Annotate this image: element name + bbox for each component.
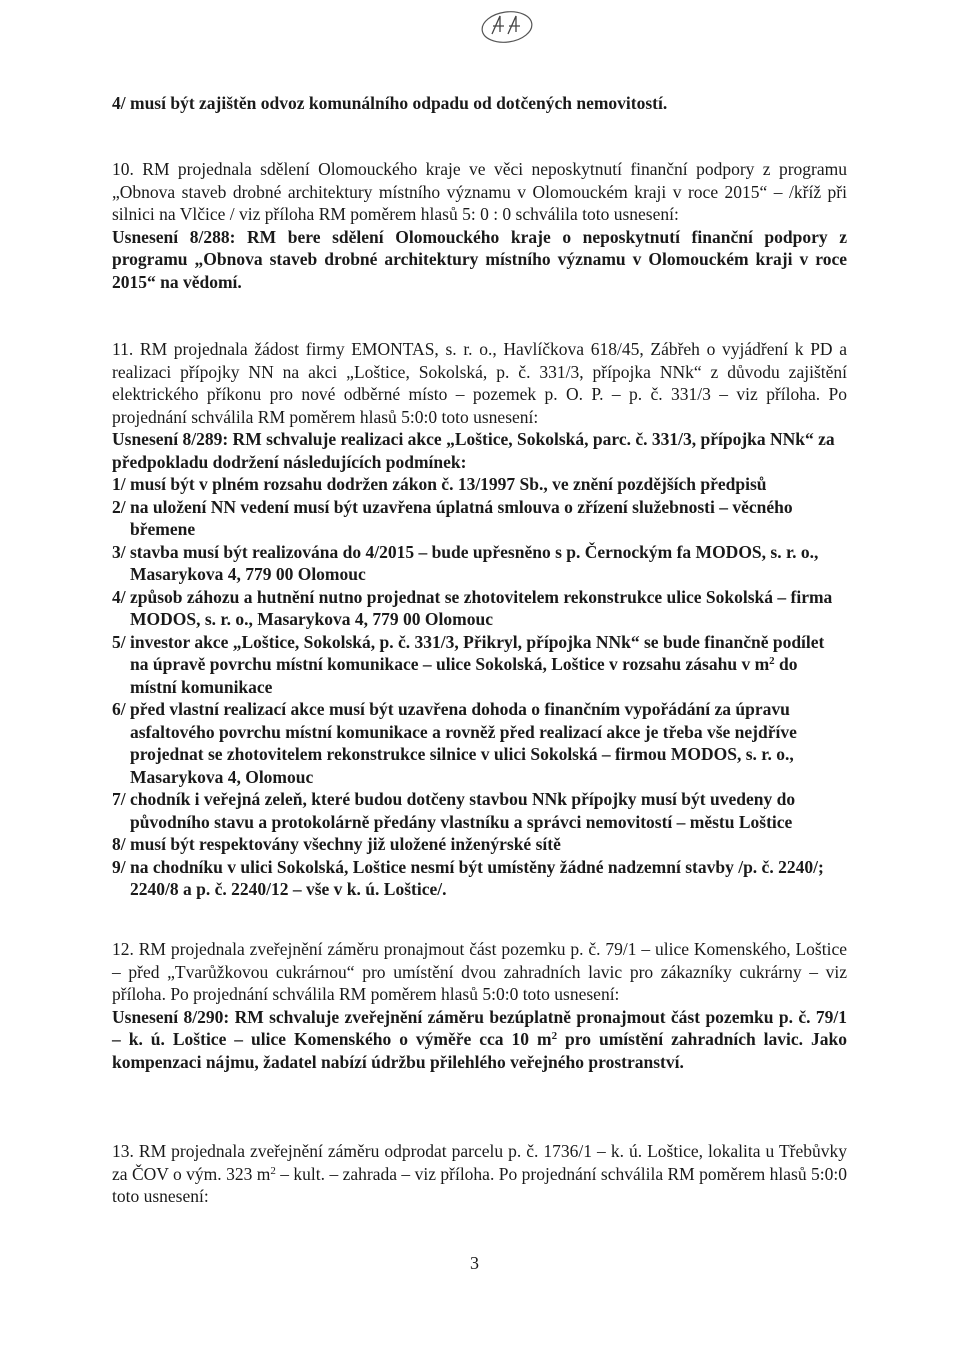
condition-1: 1/ musí být v plném rozsahu dodržen zákon č. 13/1997 Sb., ve znění pozdějších předpisů xyxy=(112,474,767,494)
item-4-condition: 4/ musí být zajištěn odvoz komunálního odpadu od dotčených nemovitostí. xyxy=(112,93,668,113)
condition-6: 6/ před vlastní realizací akce musí být uzavřena dohoda o finančním vypořádání za úpravu asfaltového povrchu místní komunikace a rovněž před realizací akce je třeba vše nejdříve projednat se zhotovitelem rekonstrukce silnice v ulici Sokolská – firmou MODOS, s. r. o., Masarykova 4, Olomouc xyxy=(112,699,797,787)
section-12 xyxy=(112,938,847,1073)
condition-7: 7/ chodník i veřejná zeleň, které budou dotčeny stavbou NNk přípojky musí být uvedeny do původního stavu a protokolárně předány vlastníku a správci nemovitostí – městu Loštice xyxy=(112,789,796,832)
page-number: 3 xyxy=(470,1253,479,1273)
section-11 xyxy=(112,338,847,901)
condition-5-text-end: do místní komunikace xyxy=(130,654,798,697)
section-11-resolution: Usnesení 8/289: RM schvaluje realizaci akce „Loštice, Sokolská, parc. č. 331/3, přípojka NNk“ za předpokladu dodržení následujících podmínek: xyxy=(112,429,835,472)
condition-5 xyxy=(112,631,847,699)
handwritten-page-stamp xyxy=(478,8,536,46)
section-12-resolution xyxy=(112,1006,847,1074)
condition-5-sup: 2 xyxy=(769,655,775,667)
condition-9: 9/ na chodníku v ulici Sokolská, Loštice nesmí být umístěny žádné nadzemní stavby /p. č. 2240/; 2240/8 a p. č. 2240/12 – vše v k. ú. Loštice/. xyxy=(112,856,824,899)
section-12-text: 12. RM projednala zveřejnění záměru pronajmout část pozemku p. č. 79/1 – ulice Komenského, Loštice – před „Tvarůžkovou cukrárnou“ pro umístění dvou zahradních lavic pro zákazníky cukrárny – viz příloha. Po projednání schválila RM poměrem hlasů 5:0:0 toto usnesení: xyxy=(112,939,847,1004)
section-13 xyxy=(112,1140,847,1208)
condition-3: 3/ stavba musí být realizována do 4/2015 – bude upřesněno s p. Černockým fa MODOS, s. r. o., Masarykova 4, 779 00 Olomouc xyxy=(112,541,819,584)
section-13-text: 13. RM projednala zveřejnění záměru odprodat parcelu p. č. 1736/1 – k. ú. Loštice, lokalita u Třebůvky za ČOV o vým. 323 m xyxy=(112,1141,847,1184)
section-11-text: 11. RM projednala žádost firmy EMONTAS, s. r. o., Havlíčkova 618/45, Zábřeh o vyjádření k PD a realizaci přípojky NN na akci „Loštice, Sokolská, p. č. 331/3, přípojka NNk“ z důvodu zajištění elektrického příkonu pro nové odběrné místo – pozemek p. O. P. – p. č. 331/3 – viz příloha. Po projednání schválila RM poměrem hlasů 5:0:0 toto usnesení: xyxy=(112,339,847,427)
section-12-resolution-end: pro umístění zahradních lavic. Jako kompenzaci nájmu, žadatel nabízí údržbu přilehlého veřejného prostranství. xyxy=(112,1029,847,1072)
section-10-text: 10. RM projednala sdělení Olomouckého kraje ve věci neposkytnutí finanční podpory z programu „Obnova staveb drobné architektury místního významu v Olomouckém kraji v roce 2015“ – /kříž při silnici na Vlčice / viz příloha RM poměrem hlasů 5: 0 : 0 schválila toto usnesení: xyxy=(112,159,847,224)
condition-5-text: 5/ investor akce „Loštice, Sokolská, p. č. 331/3, Přikryl, přípojka NNk“ se bude finančně podílet na úpravě povrchu místní komunikace – ulice Sokolská, Loštice v rozsahu zásahu v m xyxy=(112,631,825,674)
section-10 xyxy=(112,158,847,293)
section-13-sup: 2 xyxy=(270,1164,276,1177)
section-10-resolution: Usnesení 8/288: RM bere sdělení Olomouckého kraje o neposkytnutí finanční podpory z programu „Obnova staveb drobné architektury místního významu v Olomouckém kraji v roce 2015“ na vědomí. xyxy=(112,226,847,292)
section-13-text-end: – kult. – zahrada – viz příloha. Po projednání schválila RM poměrem hlasů 5:0:0 toto usnesení: xyxy=(112,1163,847,1206)
condition-2: 2/ na uložení NN vedení musí být uzavřena úplatná smlouva o zřízení služebnosti – věcného břemene xyxy=(112,496,793,539)
condition-8: 8/ musí být respektovány všechny již uložené inženýrské sítě xyxy=(112,834,561,854)
section-12-resolution-text: Usnesení 8/290: RM schvaluje zveřejnění záměru bezúplatně pronajmout část pozemku p. č. 79/1 – k. ú. Loštice – ulice Komenského o výměře cca 10 m xyxy=(112,1006,847,1049)
section-12-sup: 2 xyxy=(551,1030,558,1042)
condition-4: 4/ způsob záhozu a hutnění nutno projednat se zhotovitelem rekonstrukce ulice Sokolská – firma MODOS, s. r. o., Masarykova 4, 779 00 Olomouc xyxy=(112,586,833,629)
